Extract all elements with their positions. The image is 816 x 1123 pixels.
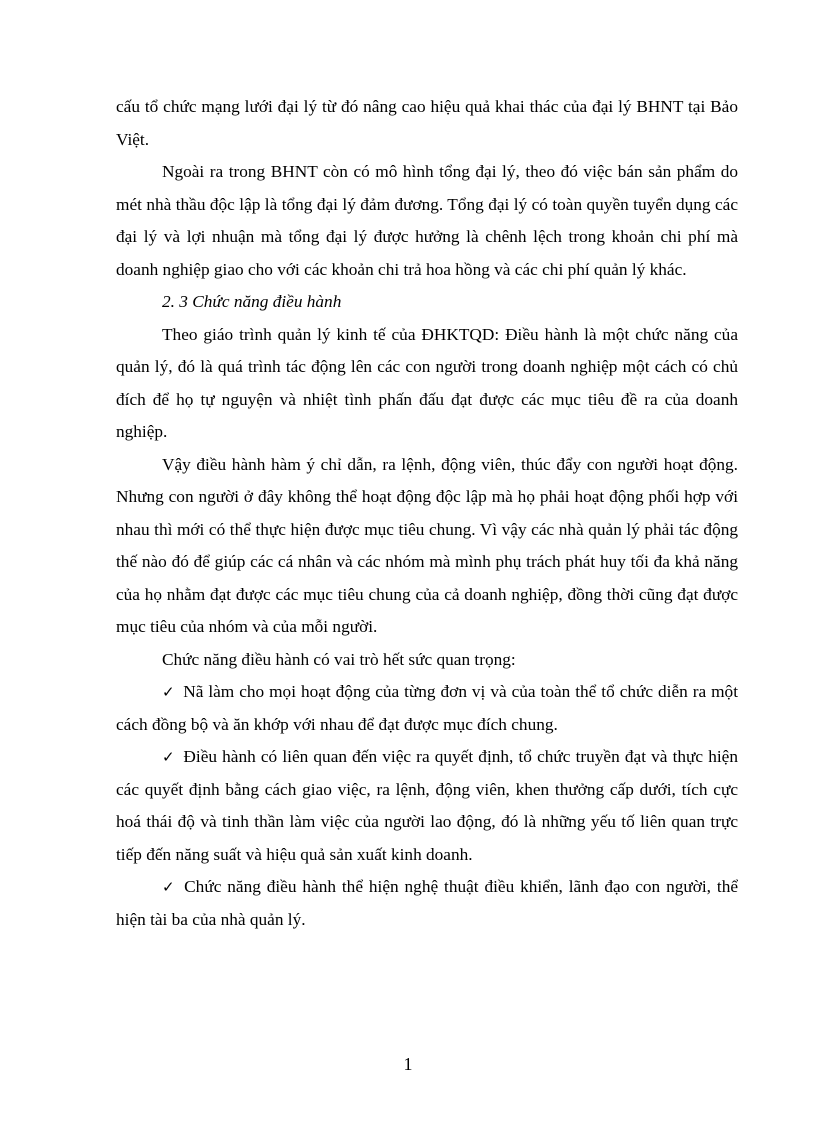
check-mark-icon: ✓ bbox=[162, 748, 176, 766]
body-paragraph: Ngoài ra trong BHNT còn có mô hình tổng đại lý, theo đó việc bán sản phẩm do mét nhà thầu độc lập là tổng đại lý đảm đương. Tổng đại lý có toàn quyền tuyển dụng các đại lý và lợi nhuận mà tổng đại lý được hưởng là chênh lệch trong khoản chi phí mà doanh nghiệp giao cho với các khoản chi trả hoa hồng và các chi phí quản lý khác. bbox=[116, 162, 738, 279]
section-heading: 2. 3 Chức năng điều hành bbox=[162, 292, 342, 311]
bullet-text: Điều hành có liên quan đến việc ra quyết định, tổ chức truyền đạt và thực hiện các quyết định bằng cách giao việc, ra lệnh, động viên, khen thưởng cấp dưới, tích cực hoá thái độ và tinh thần làm việc của người lao động, đó là những yếu tố liên quan trực tiếp đến năng suất và hiệu quả sản xuất kinh doanh. bbox=[116, 747, 738, 864]
bullet-item bbox=[116, 676, 738, 741]
body-paragraph: Chức năng điều hành có vai trò hết sức quan trọng: bbox=[162, 649, 516, 669]
bullet-item bbox=[116, 871, 738, 936]
document-body bbox=[116, 91, 738, 936]
bullet-item bbox=[116, 741, 738, 871]
body-paragraph: cấu tổ chức mạng lưới đại lý từ đó nâng cao hiệu quả khai thác của đại lý BHNT tại Bảo Việt. bbox=[116, 97, 738, 149]
page-number: 1 bbox=[403, 1054, 413, 1074]
check-mark-icon: ✓ bbox=[162, 683, 176, 701]
bullet-text: Chức năng điều hành thể hiện nghệ thuật điều khiển, lãnh đạo con người, thể hiện tài ba của nhà quản lý. bbox=[116, 877, 738, 929]
bullet-text: Nã làm cho mọi hoạt động của từng đơn vị và của toàn thể tổ chức diễn ra một cách đồng bộ và ăn khớp với nhau để đạt được mục đích chung. bbox=[116, 682, 738, 734]
body-paragraph: Vậy điều hành hàm ý chỉ dẫn, ra lệnh, động viên, thúc đẩy con người hoạt động. Nhưng con người ở đây không thể hoạt động độc lập mà họ phải hoạt động phối hợp với nhau thì mới có thể thực hiện được mục tiêu chung. Vì vậy các nhà quản lý phải tác động thế nào đó để giúp các cá nhân và các nhóm mà mình phụ trách phát huy tối đa khả năng của họ nhằm đạt được các mục tiêu chung của cả doanh nghiệp, đồng thời cũng đạt được mục tiêu của nhóm và của mỗi người. bbox=[116, 454, 738, 636]
body-paragraph: Theo giáo trình quản lý kinh tế của ĐHKTQD: Điều hành là một chức năng của quản lý, đó là quá trình tác động lên các con người trong doanh nghiệp một cách có chủ đích để họ tự nguyện và nhiệt tình phấn đấu đạt được các mục tiêu đề ra của doanh nghiệp. bbox=[116, 324, 738, 441]
check-mark-icon: ✓ bbox=[162, 878, 177, 896]
